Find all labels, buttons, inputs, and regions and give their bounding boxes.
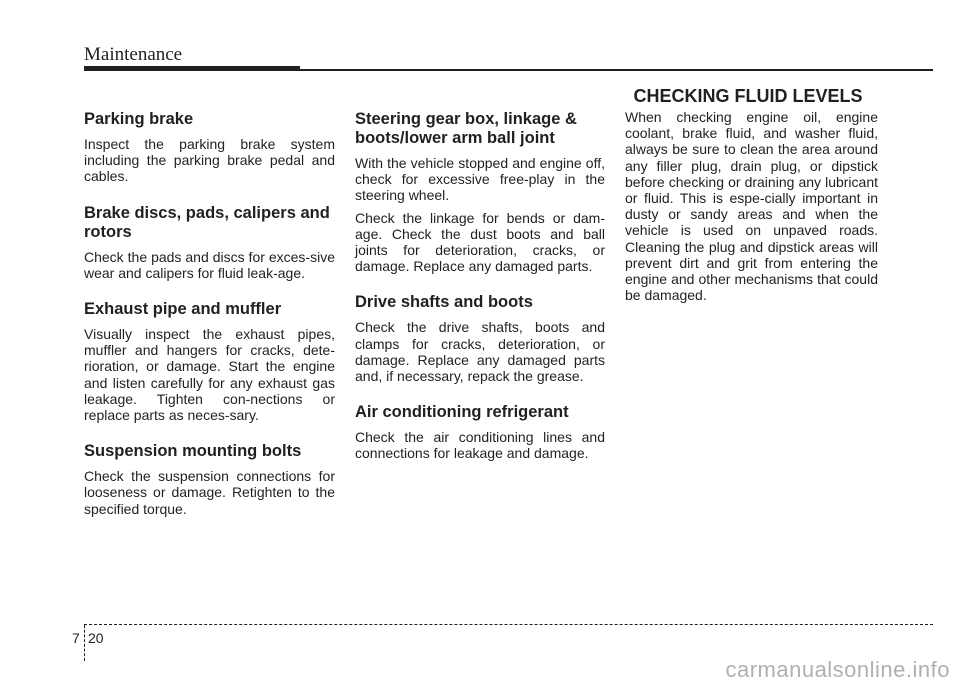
- section-steering-gear: [355, 110, 605, 274]
- header-rule-thin: [300, 69, 933, 71]
- section-paragraph: With the vehicle stopped and engine off, check for excessive free-play in the steering wheel.: [355, 155, 605, 204]
- middle-column: [355, 110, 605, 462]
- section-title: Parking brake: [84, 110, 194, 128]
- section-air-conditioning: [355, 403, 605, 461]
- section-title: Drive shafts and boots: [355, 293, 533, 312]
- section-parking-brake: [84, 110, 335, 185]
- fluid-levels-paragraph: When checking engine oil, engine coolant, brake fluid, and washer fluid, always be sure to clean the area around any filler plug, drain plug, or dipstick before checking or draining any lubricant or fluid. This is espe-cially important in dusty or sandy areas and when the vehicle is used on unpaved roads. Cleaning the plug and dipstick areas will prevent dirt and grit from entering the engine and other mechanisms that could be damaged.: [625, 109, 878, 304]
- section-paragraph: Inspect the parking brake system including the parking brake pedal and cables.: [84, 136, 335, 185]
- section-brake-discs: [84, 204, 335, 281]
- section-paragraph: Check the suspension connections for looseness or damage. Retighten to the specified torque.: [84, 468, 335, 517]
- left-column: [84, 110, 335, 517]
- section-paragraph: Check the linkage for bends or dam-age. Check the dust boots and ball joints for deterioration, cracks, or damage. Replace any damaged parts.: [355, 209, 605, 275]
- section-title: Air conditioning refrigerant: [355, 403, 569, 422]
- section-title: Brake discs, pads, calipers and rotors: [84, 203, 330, 241]
- page-number: 20: [88, 630, 104, 646]
- checking-fluid-levels-heading: CHECKING FLUID LEVELS: [633, 86, 863, 106]
- right-column: [625, 109, 878, 303]
- section-title: Steering gear box, linkage & boots/lower arm ball joint: [355, 110, 577, 147]
- section-paragraph: Check the pads and discs for exces-sive wear and calipers for fluid leak-age.: [84, 248, 335, 281]
- header-rule-thick: [84, 66, 300, 71]
- section-paragraph: Check the air conditioning lines and connections for leakage and damage.: [355, 429, 605, 462]
- footer-dashed-divider: [84, 625, 85, 661]
- section-paragraph: Check the drive shafts, boots and clamps for cracks, deterioration, or damage. Replace any damaged parts and, if necessary, repack the grease.: [355, 319, 605, 385]
- section-title: Exhaust pipe and muffler: [84, 300, 282, 319]
- page-header-title: Maintenance: [84, 44, 183, 65]
- section-drive-shafts: [355, 293, 605, 384]
- footer-dashed-rule: [84, 624, 933, 625]
- section-paragraph: Visually inspect the exhaust pipes, muffler and hangers for cracks, dete-rioration, or damage. Start the engine and listen carefully for any exhaust gas leakage. Tighten con-nections or replace parts as neces-sary.: [84, 326, 335, 424]
- chapter-number: 7: [72, 630, 80, 646]
- section-suspension-bolts: [84, 442, 335, 517]
- section-exhaust-pipe: [84, 300, 335, 423]
- section-title: Suspension mounting bolts: [84, 442, 302, 461]
- watermark: carmanualsonline.info: [725, 657, 950, 682]
